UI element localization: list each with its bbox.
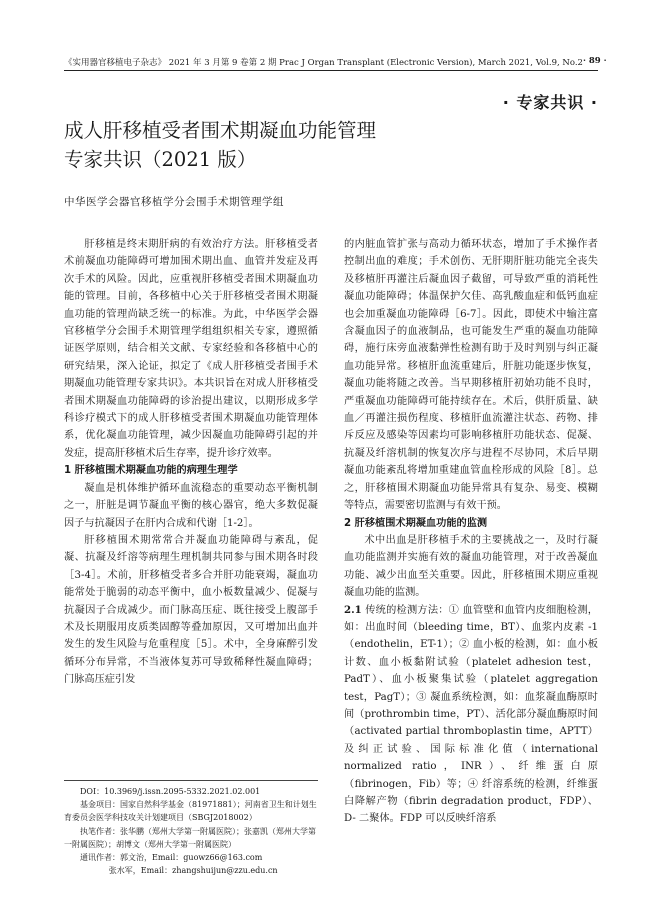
paragraph: 凝血是机体维护循环血流稳态的重要动态平衡机制之一，肝脏是调节凝血平衡的核心器官，绝大多数促凝因子与抗凝因子在肝内合成和代谢［1-2］。 — [64, 482, 318, 529]
corresponding-author-1: 通讯作者：郭文治，Email：guowz66@163.com — [80, 853, 263, 863]
title-line-2: 专家共识（2021 版） — [64, 148, 257, 171]
subsection-number: 2.1 — [344, 603, 362, 616]
article-title — [64, 116, 376, 174]
right-column — [344, 236, 598, 828]
section-heading-2: 2 肝移植围术期凝血功能的监测 — [344, 517, 488, 529]
section-heading-1: 1 肝移植围术期凝血功能的病理生理学 — [64, 465, 238, 477]
fund-note: 基金项目：国家自然科学基金（81971881）；河南省卫生和计划生育委员会医学科技攻关计划建项目（SBGJ2018002） — [64, 800, 317, 823]
author-group: 中华医学会器官移植学分会围手术期管理学组 — [64, 196, 284, 208]
subsection-text: 传统的检测方法：① 血管壁和血管内皮细胞检测，如：出血时间（bleeding time，BT）、血浆内皮素 -1（endothelin，ET-1）；② 血小板的检测，如：血小板计数、血小板黏附试验（platelet adhesion test，PadT）、血小板聚集试验（platelet aggregation test，PagT）；③ 凝血系统检测，如：血浆凝血酶原时间（prothrombin time，PT）、活化部分凝血酶原时间（activated partial thromboplastin time，APTT）及纠正试验、国际标准化值（international normalized ratio，INR）、纤维蛋白原（fibrinogen，Fib）等；④ 纤溶系统的检测，纤维蛋白降解产物（fibrin degradation product，FDP）、D- 二聚体。FDP 可以反映纤溶系 — [344, 604, 598, 825]
journal-citation: 《实用器官移植电子杂志》 2021 年 3 月第 9 卷第 2 期 Prac J Organ Transplant (Electronic Version), March 2021, Vol.9, No.2 — [64, 58, 583, 68]
title-line-1: 成人肝移植受者围术期凝血功能管理 — [64, 119, 377, 142]
header-rule — [64, 70, 598, 71]
paragraph: 的内脏血管扩张与高动力循环状态，增加了手术操作者控制出血的难度；手术创伤、无肝期肝脏功能完全丧失及移植肝再灌注后凝血因子截留，可导致严重的消耗性凝血功能障碍；体温保护欠佳、高乳酸血症和低钙血症也会加重凝血功能障碍［6-7］。因此，即使术中输注富含凝血因子的血液制品，也可能发生严重的凝血功能障碍，施行床旁血液黏弹性检测有助于及时判别与纠正凝血功能异常。移植肝血流重建后，肝脏功能逐步恢复，凝血功能将随之改善。当早期移植肝初始功能不良时，严重凝血功能障碍可能持续存在。术后，供肝质量、缺血／再灌注损伤程度、移植肝血流灌注状态、药物、排斥反应及感染等因素均可影响移植肝功能状态、促凝、抗凝及纤溶机制的恢复次序与进程不尽协同，术后早期凝血功能紊乱将增加重建血管血栓形成的风险［8］。总之，肝移植围术期凝血功能异常具有复杂、易变、模糊等特点，需要密切监测与有效干预。 — [344, 239, 598, 512]
left-column — [64, 236, 318, 689]
intro-paragraph: 肝移植是终末期肝病的有效治疗方法。肝移植受者术前凝血功能障碍可增加围术期出血、血管并发症及再次手术的风险。因此，应重视肝移植受者围术期凝血功能的管理。目前，各移植中心关于肝移植受者围术期凝血功能的管理尚缺乏统一的标准。为此，中华医学会器官移植学分会围手术期管理学组组织相关专家，遵照循证医学原则，结合相关文献、专家经验和各移植中心的研究结果，深入论证，拟定了《成人肝移植受者围手术期凝血功能管理专家共识》。本共识旨在对成人肝移植受者围术期凝血功能障碍的诊治提出建议，以期形成多学科诊疗模式下的成人肝移植受者围术期凝血功能管理体系，优化凝血功能管理，减少因凝血功能障碍引起的并发症，提高肝移植术后生存率，提升诊疗效率。 — [64, 239, 318, 459]
section-tag: · 专家共识 · — [502, 93, 598, 112]
page-number: · 89 · — [582, 56, 607, 66]
paragraph: 术中出血是肝移植手术的主要挑战之一，及时行凝血功能监测并实施有效的凝血功能管理，对于改善凝血功能、减少出血至关重要。因此，肝移植围术期应重视凝血功能的监测。 — [344, 534, 598, 599]
running-header — [64, 56, 607, 68]
footnotes — [64, 780, 318, 877]
corresponding-author-2: 张水军，Email：zhangshuijun@zzu.edu.cn — [108, 866, 278, 876]
doi: DOI：10.3969/j.issn.2095-5332.2021.02.001 — [80, 787, 261, 796]
subsection-2-1 — [344, 602, 598, 828]
paragraph: 肝移植围术期常常合并凝血功能障碍与紊乱，促凝、抗凝及纤溶等病理生理机制共同参与围术期各时段［3-4］。术前，肝移植受者多合并肝功能衰竭，凝血功能常处于脆弱的动态平衡中，血小板数量减少、促凝与抗凝因子合成减少。而门脉高压症、既往接受上腹部手术及长期服用皮质类固醇等叠加原因，又可增加出血并发生的发生风险与危重程度［5］。术中，全身麻醉引发循环分布异常，不当液体复苏可导致稀释性凝血障碍；门脉高压症引发 — [64, 534, 318, 686]
writing-authors: 执笔作者：张华鹏（郑州大学第一附属医院）；张嘉凯（郑州大学第一附属医院）；胡博文（郑州大学第一附属医院） — [64, 826, 316, 849]
